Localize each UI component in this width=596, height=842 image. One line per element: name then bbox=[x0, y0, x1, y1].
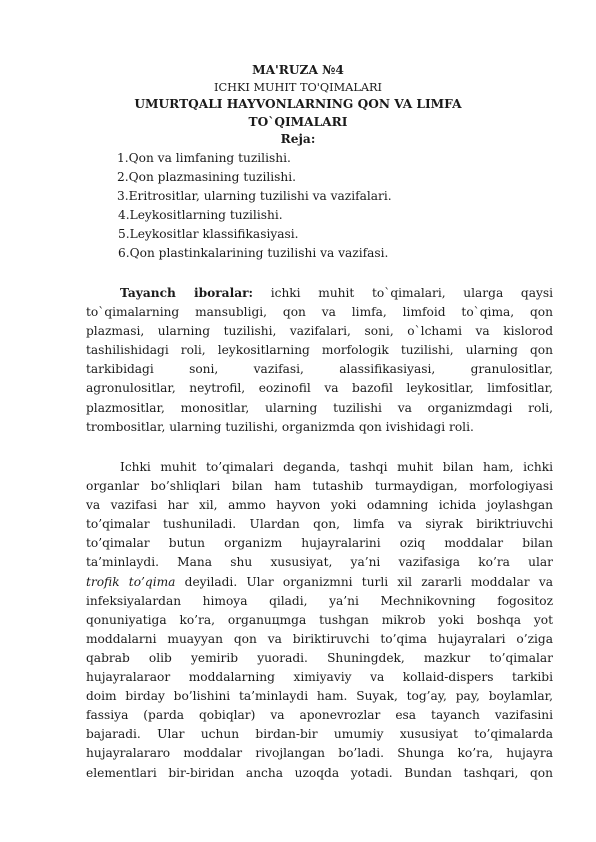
body-line: hujayralararo moddalar rivojlangan bo’ladi. Shunga ko’ra, hujayra bbox=[86, 746, 553, 761]
keywords-line: Tayanch iboralar: ichki muhit to`qimalari, ularga qaysi bbox=[120, 286, 553, 300]
body-line: infeksiyalardan himoya qiladi, ya’ni Mechnikovning fogositoz bbox=[86, 593, 553, 608]
lecture-number: MA'RUZA №4 bbox=[252, 63, 344, 77]
lecture-topic-line-2: UMURTQALI HAYVONLARNING QON VA LIMFA bbox=[134, 97, 462, 111]
keywords-line: agronulositlar, neytrofil, eozinofil va bazofil leykositlar, limfositlar, bbox=[86, 381, 553, 396]
body-line: va vazifasi har xil, ammo hayvon yoki odamning ichida joylashgan bbox=[86, 498, 553, 513]
body-line: fassiya (parda qobiqlar) va aponevrozlar esa tayanch vazifasini bbox=[86, 708, 553, 723]
keywords-line: trombositlar, ularning tuzilishi, organizmda qon ivishidagi roli. bbox=[86, 419, 474, 434]
body-line: moddalarni muayyan qon va biriktiruvchi to’qima hujayralari o’ziga bbox=[86, 631, 553, 646]
body-line: doim birday bo’lishini ta’minlaydi ham. Suyak, tog’ay, pay, boylamlar, bbox=[86, 689, 553, 704]
plan-item: 6.Qon plastinkalarining tuzilishi va vazifasi. bbox=[118, 246, 389, 260]
body-paragraph bbox=[86, 458, 553, 783]
plan-item: 1.Qon va limfaning tuzilishi. bbox=[117, 151, 291, 165]
body-line: bajaradi. Ular uchun birdan-bir umumiy xususiyat to’qimalarda bbox=[86, 727, 553, 742]
body-line: organlar bo’shliqlari bilan ham tutashib turmaydigan, morfologiyasi bbox=[86, 479, 553, 494]
italic-term: to’qima bbox=[128, 574, 176, 589]
keywords-label: Tayanch iboralar: bbox=[120, 286, 254, 300]
lecture-topic-line-1: ICHKI MUHIT TO'QIMALARI bbox=[214, 81, 382, 94]
body-line: to’qimalar butun organizm hujayralarini oziq moddalar bilan bbox=[86, 536, 553, 551]
body-line: qonuniyatiga ko’ra, organuцmga tushgan mikrob yoki boshqa yot bbox=[86, 612, 553, 627]
plan-item: 4.Leykositlarning tuzilishi. bbox=[118, 208, 283, 222]
keywords-line: to`qimalarning mansubligi, qon va limfa, limfoid to`qima, qon bbox=[86, 305, 553, 320]
body-line: Ichki muhit to’qimalari deganda, tashqi muhit bilan ham, ichki bbox=[120, 460, 553, 474]
plan-item: 2.Qon plazmasining tuzilishi. bbox=[117, 170, 297, 184]
body-line: trofik to’qima deyiladi. Ular organizmni turli xil zararli moddalar va bbox=[86, 574, 553, 589]
lecture-topic-line-3: TO`QIMALARI bbox=[248, 115, 348, 129]
keywords-line: tarkibidagi soni, vazifasi, alassifikasiyasi, granulositlar, bbox=[86, 362, 553, 377]
keywords-paragraph bbox=[86, 284, 553, 437]
body-line: hujayralaraor moddalarning ximiyaviy va kollaid-dispers tarkibi bbox=[86, 670, 553, 685]
body-line: elementlari bir-biridan ancha uzoqda yotadi. Bundan tashqari, qon bbox=[86, 765, 553, 780]
plan-item: 3.Eritrositlar, ularning tuzilishi va vazifalari. bbox=[117, 189, 392, 203]
body-line: qabrab olib yemirib yuoradi. Shuningdek, mazkur to’qimalar bbox=[86, 650, 553, 665]
keywords-line: tashilishidagi roli, leykositlarning morfologik tuzilishi, ularning qon bbox=[86, 343, 553, 358]
plan-item: 5.Leykositlar klassifikasiyasi. bbox=[118, 227, 299, 241]
body-line: ta’minlaydi. Mana shu xususiyat, ya’ni vazifasiga ko’ra ular bbox=[86, 555, 553, 570]
plan-heading: Reja: bbox=[280, 132, 316, 146]
keywords-line: plazmositlar, monositlar, ularning tuzilishi va organizmdagi roli, bbox=[86, 400, 553, 415]
body-line: to’qimalar tushuniladi. Ulardan qon, limfa va siyrak biriktriuvchi bbox=[86, 517, 553, 532]
keywords-line: plazmasi, ularning tuzilishi, vazifalari, soni, o`lchami va kislorod bbox=[86, 324, 553, 339]
italic-term: trofik bbox=[86, 574, 120, 589]
